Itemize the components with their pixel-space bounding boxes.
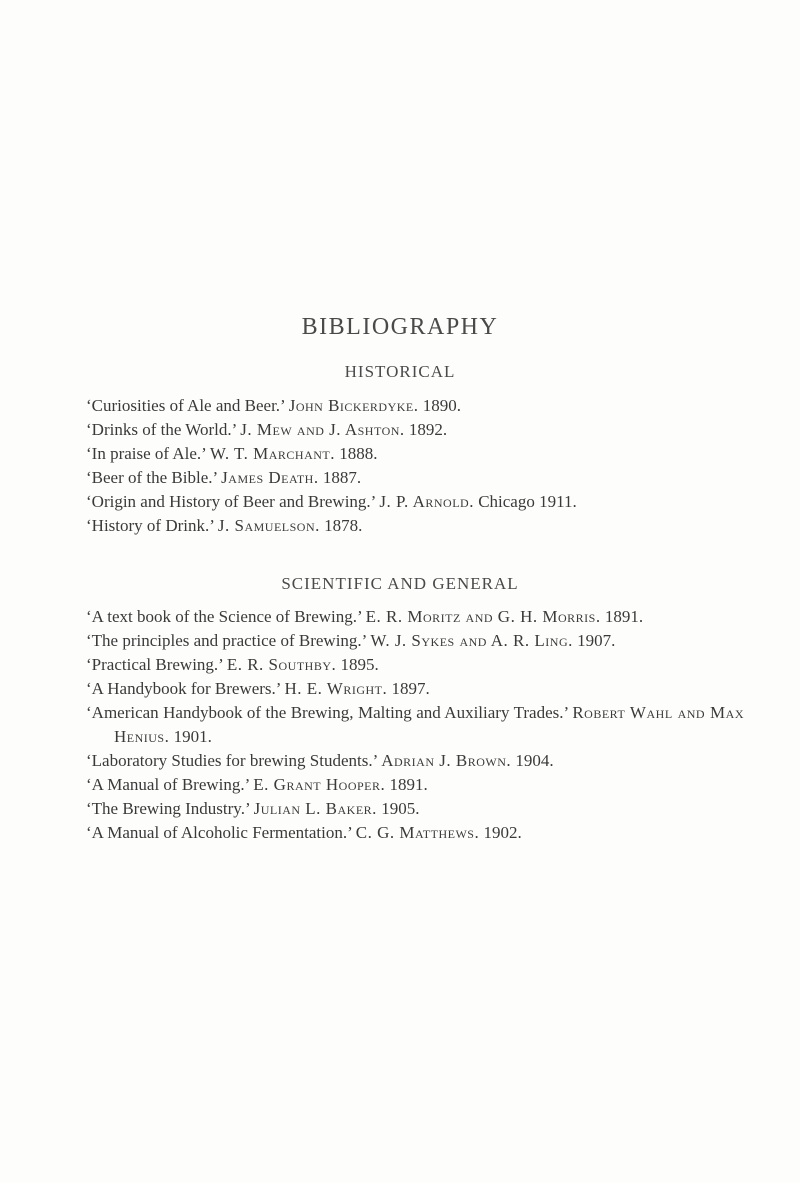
entry-author: C. G. Matthews. bbox=[355, 823, 480, 842]
entry-year: 1892. bbox=[408, 420, 448, 439]
entry-year: 1891. bbox=[389, 775, 428, 794]
entry-title: ‘Origin and History of Beer and Brewing.’ bbox=[86, 492, 376, 511]
page-title: BIBLIOGRAPHY bbox=[301, 314, 499, 340]
entry-title: ‘American Handybook of the Brewing, Malting and Auxiliary Trades.’ bbox=[86, 703, 568, 722]
entry-title: ‘A Handybook for Brewers.’ bbox=[86, 679, 281, 698]
entry-author: J. Samuelson. bbox=[217, 516, 320, 535]
entry-author: E. R. Moritz and G. H. Morris. bbox=[365, 607, 601, 626]
entry-author: Adrian J. Brown. bbox=[381, 751, 512, 770]
bibliography-entry bbox=[86, 821, 744, 845]
bibliography-entry bbox=[86, 442, 744, 466]
entry-title: ‘History of Drink.’ bbox=[86, 516, 214, 535]
entry-author: E. R. Southby. bbox=[226, 655, 337, 674]
entry-title: ‘Beer of the Bible.’ bbox=[86, 468, 217, 487]
bibliography-entry bbox=[86, 749, 744, 773]
entry-year: 1907. bbox=[577, 631, 616, 650]
entry-title: ‘A Manual of Alcoholic Fermentation.’ bbox=[86, 823, 352, 842]
scientific-entries-list bbox=[86, 605, 744, 845]
entry-year: 1878. bbox=[324, 516, 363, 535]
entry-author: W. T. Marchant. bbox=[209, 444, 336, 463]
entry-title: ‘The principles and practice of Brewing.’ bbox=[86, 631, 367, 650]
entry-year: 1905. bbox=[381, 799, 420, 818]
entry-title: ‘The Brewing Industry.’ bbox=[86, 799, 250, 818]
entry-year: 1888. bbox=[339, 444, 378, 463]
entry-year: 1902. bbox=[483, 823, 522, 842]
section-heading-scientific: SCIENTIFIC AND GENERAL bbox=[281, 574, 519, 593]
entry-author: W. J. Sykes and A. R. Ling. bbox=[370, 631, 573, 650]
entry-title: ‘Curiosities of Ale and Beer.’ bbox=[86, 396, 285, 415]
entry-author: Robert Wahl and Max Henius. bbox=[114, 703, 744, 746]
entry-author: John Bickerdyke. bbox=[288, 396, 419, 415]
entry-title: ‘In praise of Ale.’ bbox=[86, 444, 206, 463]
bibliography-entry bbox=[86, 605, 744, 629]
entry-author: J. Mew and J. Ashton. bbox=[240, 420, 405, 439]
entry-place-year: Chicago 1911. bbox=[478, 492, 577, 511]
bibliography-entry bbox=[86, 394, 744, 418]
entry-title: ‘Practical Brewing.’ bbox=[86, 655, 223, 674]
entry-author: J. P. Arnold. bbox=[379, 492, 474, 511]
bibliography-entry bbox=[86, 466, 744, 490]
entry-year: 1887. bbox=[322, 468, 362, 487]
entry-title: ‘A Manual of Brewing.’ bbox=[86, 775, 250, 794]
bibliography-entry bbox=[86, 514, 744, 538]
entry-author: Julian L. Baker. bbox=[253, 799, 377, 818]
entry-author: H. E. Wright. bbox=[284, 679, 388, 698]
entry-year: 1895. bbox=[340, 655, 379, 674]
entry-title: ‘Drinks of the World.’ bbox=[86, 420, 237, 439]
bibliography-entry bbox=[86, 773, 744, 797]
entry-year: 1897. bbox=[391, 679, 430, 698]
bibliography-entry bbox=[86, 629, 744, 653]
bibliography-entry bbox=[86, 653, 744, 677]
entry-author: E. Grant Hooper. bbox=[253, 775, 386, 794]
bibliography-entry bbox=[86, 701, 744, 749]
entry-title: ‘Laboratory Studies for brewing Students.’ bbox=[86, 751, 377, 770]
entry-year: 1890. bbox=[422, 396, 461, 415]
historical-entries-list bbox=[86, 394, 744, 538]
bibliography-entry bbox=[86, 418, 744, 442]
entry-author: James Death. bbox=[221, 468, 319, 487]
bibliography-entry bbox=[86, 490, 744, 514]
bibliography-entry bbox=[86, 677, 744, 701]
entry-year: 1904. bbox=[515, 751, 554, 770]
entry-year: 1901. bbox=[173, 727, 212, 746]
entry-title: ‘A text book of the Science of Brewing.’ bbox=[86, 607, 362, 626]
section-heading-historical: HISTORICAL bbox=[344, 362, 456, 381]
entry-year: 1891. bbox=[604, 607, 644, 626]
bibliography-entry bbox=[86, 797, 744, 821]
